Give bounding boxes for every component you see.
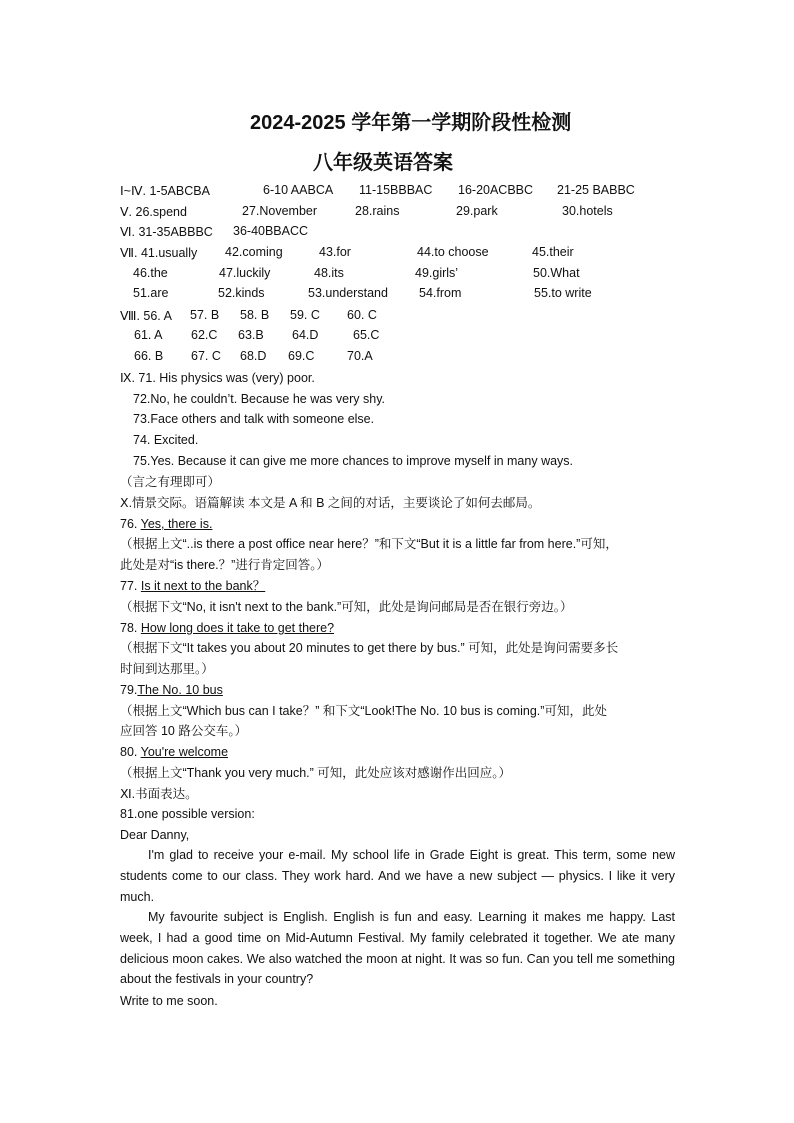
answer-text: You're welcome [140,745,229,759]
letter-greeting: Dear Danny, [120,828,190,842]
answer-68: 68.D [240,349,267,363]
answer-76 [120,516,212,532]
answer-58: 58. B [240,308,270,322]
answer-48: 48.its [314,266,344,280]
letter-paragraph-2: My favourite subject is English. English is fun and easy. Learning it makes me happy. Last week, I had a good time on Mid-Autumn Festival. My family celebrated it together. We ate many delicious moon cakes. We also watched the moon at night. It was so fun. Can you tell me something about the festivals in your country? [120,910,675,987]
answer-30: 30.hotels [562,204,613,218]
answer-47: 47.luckily [219,266,271,280]
answer-74: 74. Excited. [133,433,199,447]
answer-note: （言之有理即可） [120,475,221,489]
answer-71: Ⅸ. 71. His physics was (very) poor. [120,371,315,385]
answer-36-40: 36-40BBACC [233,224,309,238]
document-subtitle: 八年级英语答案 [313,152,453,174]
answer-44: 44.to choose [417,245,489,259]
answer-65: 65.C [353,328,380,342]
section-10-heading: Ⅹ.情景交际。语篇解读 本文是 A 和 B 之间的对话，主要谈论了如何去邮局。 [120,496,541,510]
answer-69: 69.C [288,349,315,363]
answer-56: Ⅷ. 56. A [120,309,172,323]
answer-78 [120,620,334,636]
answer-31-35: Ⅵ. 31-35ABBBC [120,225,213,239]
answer-text: Is it next to the bank？ [140,579,266,593]
question-number: 78. [120,621,141,635]
answer-43: 43.for [319,245,351,259]
answer-63: 63.B [238,328,264,342]
answer-26: Ⅴ. 26.spend [120,205,187,219]
explanation-76-line-2: 此处是对“is there.？”进行肯定回答。） [120,558,330,572]
answer-42: 42.coming [225,245,283,259]
letter-closing: Write to me soon. [120,994,218,1008]
section-11-heading: Ⅺ.书面表达。 [120,787,198,801]
answer-60: 60. C [347,308,377,322]
answer-73: 73.Face others and talk with someone else. [133,412,375,426]
answer-text: The No. 10 bus [137,683,223,697]
question-number: 77. [120,579,141,593]
answer-52: 52.kinds [218,286,265,300]
answer-27: 27.November [242,204,318,218]
answer-46: 46.the [133,266,168,280]
answer-62: 62.C [191,328,218,342]
answer-49: 49.girls’ [415,266,459,280]
answer-72: 72.No, he couldn’t. Because he was very shy. [133,392,385,406]
answer-6-10: 6-10 AABCA [263,183,334,197]
question-number: 76. [120,517,141,531]
answer-75: 75.Yes. Because it can give me more chances to improve myself in many ways. [133,454,574,468]
answer-57: 57. B [190,308,220,322]
answer-21-25: 21-25 BABBC [557,183,635,197]
explanation-80: （根据上文“Thank you very much.” 可知，此处应该对感谢作出回应。） [120,766,512,780]
explanation-78-line-2: 时间到达那里。） [120,662,214,676]
answer-79 [120,682,223,698]
answer-70: 70.A [347,349,373,363]
answer-text: Yes, there is. [140,517,213,531]
answer-16-20: 16-20ACBBC [458,183,534,197]
answer-29: 29.park [456,204,498,218]
explanation-79-line-1: （根据上文“Which bus can I take？” 和下文“Look!The No. 10 bus is coming.”可知，此处 [120,704,607,718]
answer-11-15: 11-15BBBAC [359,183,433,197]
answer-64: 64.D [292,328,319,342]
answer-55: 55.to write [534,286,592,300]
answer-text: How long does it take to get there? [140,621,335,635]
letter-paragraph-1: I'm glad to receive your e-mail. My school life in Grade Eight is great. This term, some new students come to our class. They work hard. And we have a new subject — physics. I like it very much. [120,848,675,904]
answer-50: 50.What [533,266,580,280]
answer-59: 59. C [290,308,320,322]
answer-51: 51.are [133,286,169,300]
answer-45: 45.their [532,245,574,259]
question-number: 80. [120,745,141,759]
answer-67: 67. C [191,349,221,363]
question-number: 79. [120,683,138,697]
model-essay-label: 81.one possible version: [120,807,255,821]
answer-1-5: Ⅰ~Ⅳ. 1-5ABCBA [120,184,210,198]
explanation-76-line-1: （根据上文“..is there a post office near here？”和下文“But it is a little far from here.”可知， [120,537,618,551]
title-text: 2024-2025 学年第一学期阶段性检测 [250,112,572,134]
answer-54: 54.from [419,286,462,300]
explanation-78-line-1: （根据下文“It takes you about 20 minutes to get there by bus.” 可知，此处是询问需要多长 [120,641,619,655]
answer-41: Ⅶ. 41.usually [120,246,198,260]
answer-77 [120,578,265,594]
answer-53: 53.understand [308,286,388,300]
answer-61: 61. A [134,328,163,342]
explanation-77: （根据下文“No, it isn't next to the bank.”可知，此处是询问邮局是否在银行旁边。） [120,600,573,614]
answer-80 [120,744,228,760]
explanation-79-line-2: 应回答 10 路公交车。） [120,724,248,738]
answer-28: 28.rains [355,204,400,218]
answer-66: 66. B [134,349,164,363]
